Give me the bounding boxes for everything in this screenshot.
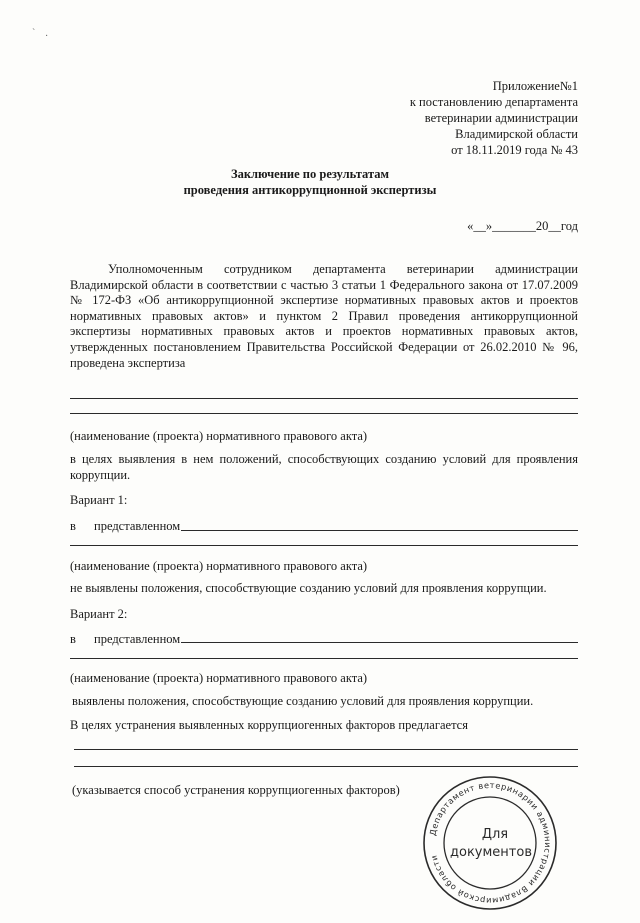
date-blank: «__»_______20__год [467, 219, 578, 233]
fill-line [70, 658, 578, 659]
appendix-ref-line: Владимирской области [455, 127, 578, 141]
fill-line [181, 642, 578, 643]
official-stamp [415, 768, 565, 918]
variant2-presented: представленном [94, 632, 181, 646]
variant2-caption: (наименование (проекта) нормативного правового акта) [70, 671, 368, 685]
stamp-ring-text: Департамент ветеринарии администрации Владимирской области [427, 779, 554, 907]
stamp-center-line1: Для [481, 827, 509, 842]
variant2-proposal: В целях устранения выявленных коррупциогенных факторов предлагается [70, 718, 468, 732]
fill-line [70, 398, 578, 399]
caption-method: (указывается способ устранения коррупциогенных факторов) [72, 783, 400, 797]
stamp-icon [415, 768, 565, 918]
variant1-title: Вариант 1: [70, 493, 128, 507]
scan-specks: ` . [32, 28, 48, 39]
fill-line [74, 749, 578, 750]
appendix-date: от 18.11.2019 года № 43 [451, 143, 578, 157]
title-line: Заключение по результатам [230, 167, 389, 181]
stamp-inner-ring [444, 797, 536, 889]
stamp-center-line2: документов [450, 845, 532, 860]
appendix-header [278, 78, 578, 158]
variant2-title: Вариант 2: [70, 607, 128, 621]
variant1-presented: представленном [94, 519, 181, 533]
caption-act-name: (наименование (проекта) нормативного правового акта) [70, 429, 368, 443]
variant1-caption: (наименование (проекта) нормативного правового акта) [70, 559, 368, 573]
appendix-ref-line: к постановлению департамента [409, 95, 578, 109]
variant1-prefix: в [70, 519, 76, 533]
intro-paragraph: Уполномоченным сотрудником департамента ветеринарии администрации Владимирской области в соответствии с частью 3 статьи 1 Федерального закона от 17.07.2009 № 172-ФЗ «Об антикоррупционной экспертизе нормативных правовых актов и проектов нормативных правовых актов» и пунктом 2 Правил проведения антикоррупционной экспертизы нормативных правовых актов и проектов нормативных правовых актов, утвержденных постановлением Правительства Российской Федерации от 26.02.2010 № 96, проведена экспертиза [70, 262, 578, 370]
title-line: проведения антикоррупционной экспертизы [183, 183, 437, 197]
variant2-result: выявлены положения, способствующие созданию условий для проявления коррупции. [72, 694, 534, 708]
fill-line [181, 530, 578, 531]
appendix-ref-line: ветеринарии администрации [424, 111, 578, 125]
variant2-prefix: в [70, 632, 76, 646]
appendix-number: Приложение№1 [492, 79, 578, 93]
fill-line [70, 413, 578, 414]
fill-line [74, 766, 578, 767]
purpose-paragraph: в целях выявления в нем положений, способствующих созданию условий для проявления коррупции. [70, 452, 578, 482]
fill-line [70, 545, 578, 546]
document-title [130, 166, 490, 198]
variant1-result: не выявлены положения, способствующие созданию условий для проявления коррупции. [70, 581, 547, 595]
